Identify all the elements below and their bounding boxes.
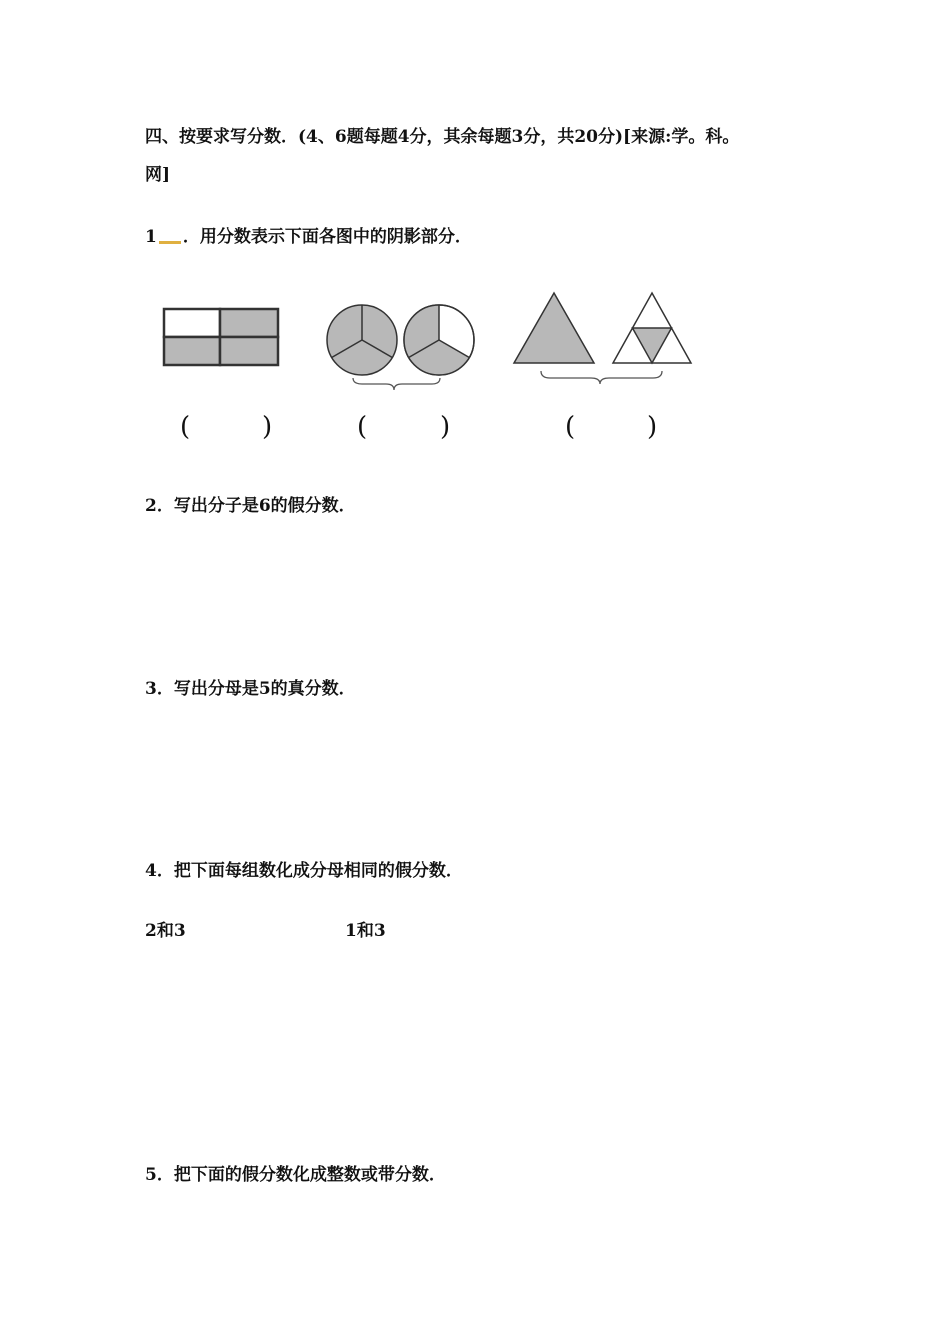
rect-part-top-left [164,309,220,337]
answer-1-close: ) [262,412,273,442]
figure-triangle-1 [514,293,594,363]
figure-rectangle [164,309,278,365]
fraction-figures [150,285,710,395]
question-4-group-a: 2和3 [145,921,186,941]
answer-2-close: ) [440,412,451,442]
question-2: 2．写出分子是6的假分数． [145,496,356,516]
figure-circle-2 [404,305,474,375]
answer-3-open: ( [565,412,576,442]
brace-triangles [541,371,662,384]
question-1 [145,226,472,248]
rect-part-bottom-right [220,337,278,365]
section-title-line1: 四、按要求写分数．(4、6题每题4分，其余每题3分，共20分)[来源:学。科。 [145,127,740,147]
answer-1-open: ( [180,412,191,442]
figure-triangle-2 [613,293,691,363]
brace-circles [353,378,440,390]
question-1-text: ．用分数表示下面各图中的阴影部分． [182,227,472,247]
question-4-group-b: 1和3 [345,921,386,941]
figure-circle-1 [327,305,397,375]
question-1-underline [159,241,181,244]
question-5: 5．把下面的假分数化成整数或带分数． [145,1165,446,1185]
question-3: 3．写出分母是5的真分数． [145,679,356,699]
answer-2-open: ( [357,412,368,442]
rect-part-top-right [220,309,278,337]
answer-3-close: ) [647,412,658,442]
question-4: 4．把下面每组数化成分母相同的假分数． [145,861,463,881]
question-1-number: 1 [145,227,157,247]
rect-part-bottom-left [164,337,220,365]
section-title-line2: 网] [145,165,171,185]
